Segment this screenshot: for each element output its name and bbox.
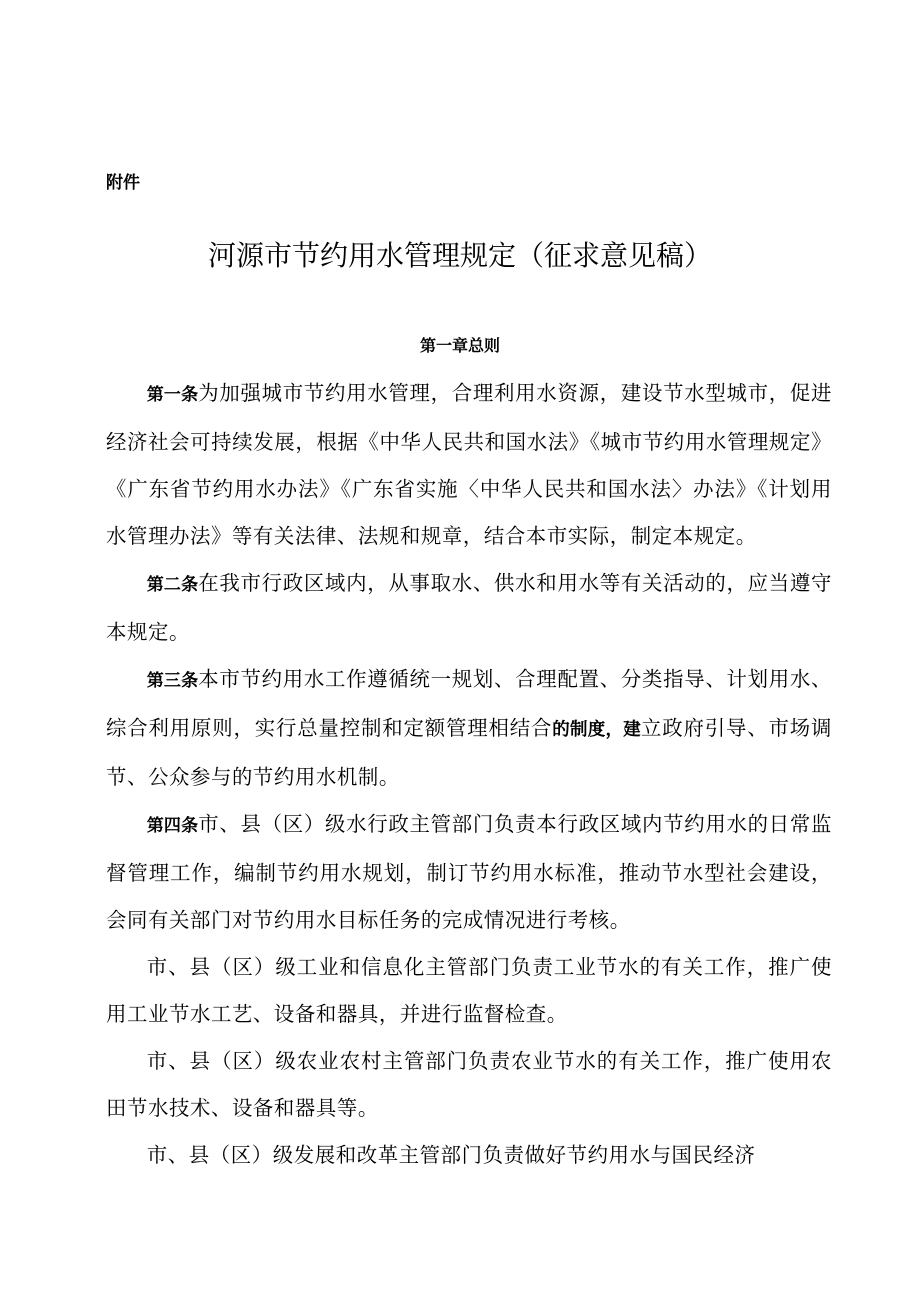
article-3 [106, 656, 832, 801]
article-label: 第四条 [146, 816, 199, 836]
attachment-label: 附件 [106, 173, 140, 193]
article-text: 本市节约用水工作遵循统一规划、合理配置、分类指导、计划用水、综合利用原则，实行总量控制和定额管理相结合 [106, 667, 832, 740]
article-text: 市、县（区）级水行政主管部门负责本行政区域内节约用水的日常监督管理工作，编制节约用水规划，制订节约用水标准，推动节水型社会建设，会同有关部门对节约用水目标任务的完成情况进行考核。 [106, 812, 832, 932]
article-text: 为加强城市节约用水管理，合理利用水资源，建设节水型城市，促进经济社会可持续发展，根据《中华人民共和国水法》《城市节约用水管理规定》《广东省节约用水办法》《广东省实施〈中华人民共和国水法〉办法》《计划用水管理办法》等有关法律、法规和规章，结合本市实际，制定本规定。 [106, 381, 832, 548]
article-2 [106, 560, 832, 656]
article-label: 第三条 [146, 671, 199, 691]
paragraph-development: 市、县（区）级发展和改革主管部门负责做好节约用水与国民经济 [146, 1143, 756, 1167]
article-1 [106, 370, 832, 560]
article-label: 第一条 [146, 385, 199, 405]
article-4 [106, 801, 832, 944]
article-text: 立政府引导、市场调节、公众参与的节约用水机制。 [106, 716, 832, 789]
paragraph-agriculture: 市、县（区）级农业农村主管部门负责农业节水的有关工作，推广使用农田节水技术、设备和器具等。 [106, 1049, 832, 1120]
document-body [106, 370, 832, 1179]
document-title: 河源市节约用水管理规定（征求意见稿） [207, 239, 712, 272]
paragraph-industry: 市、县（区）级工业和信息化主管部门负责工业节水的有关工作，推广使用工业节水工艺、设备和器具，并进行监督检查。 [106, 955, 832, 1026]
chapter-heading: 第一章总则 [419, 336, 500, 355]
article-label: 第二条 [146, 575, 199, 595]
article-text: 在我市行政区域内，从事取水、供水和用水等有关活动的，应当遵守本规定。 [106, 571, 832, 644]
article-text-bold: 的制度，建 [552, 720, 642, 740]
